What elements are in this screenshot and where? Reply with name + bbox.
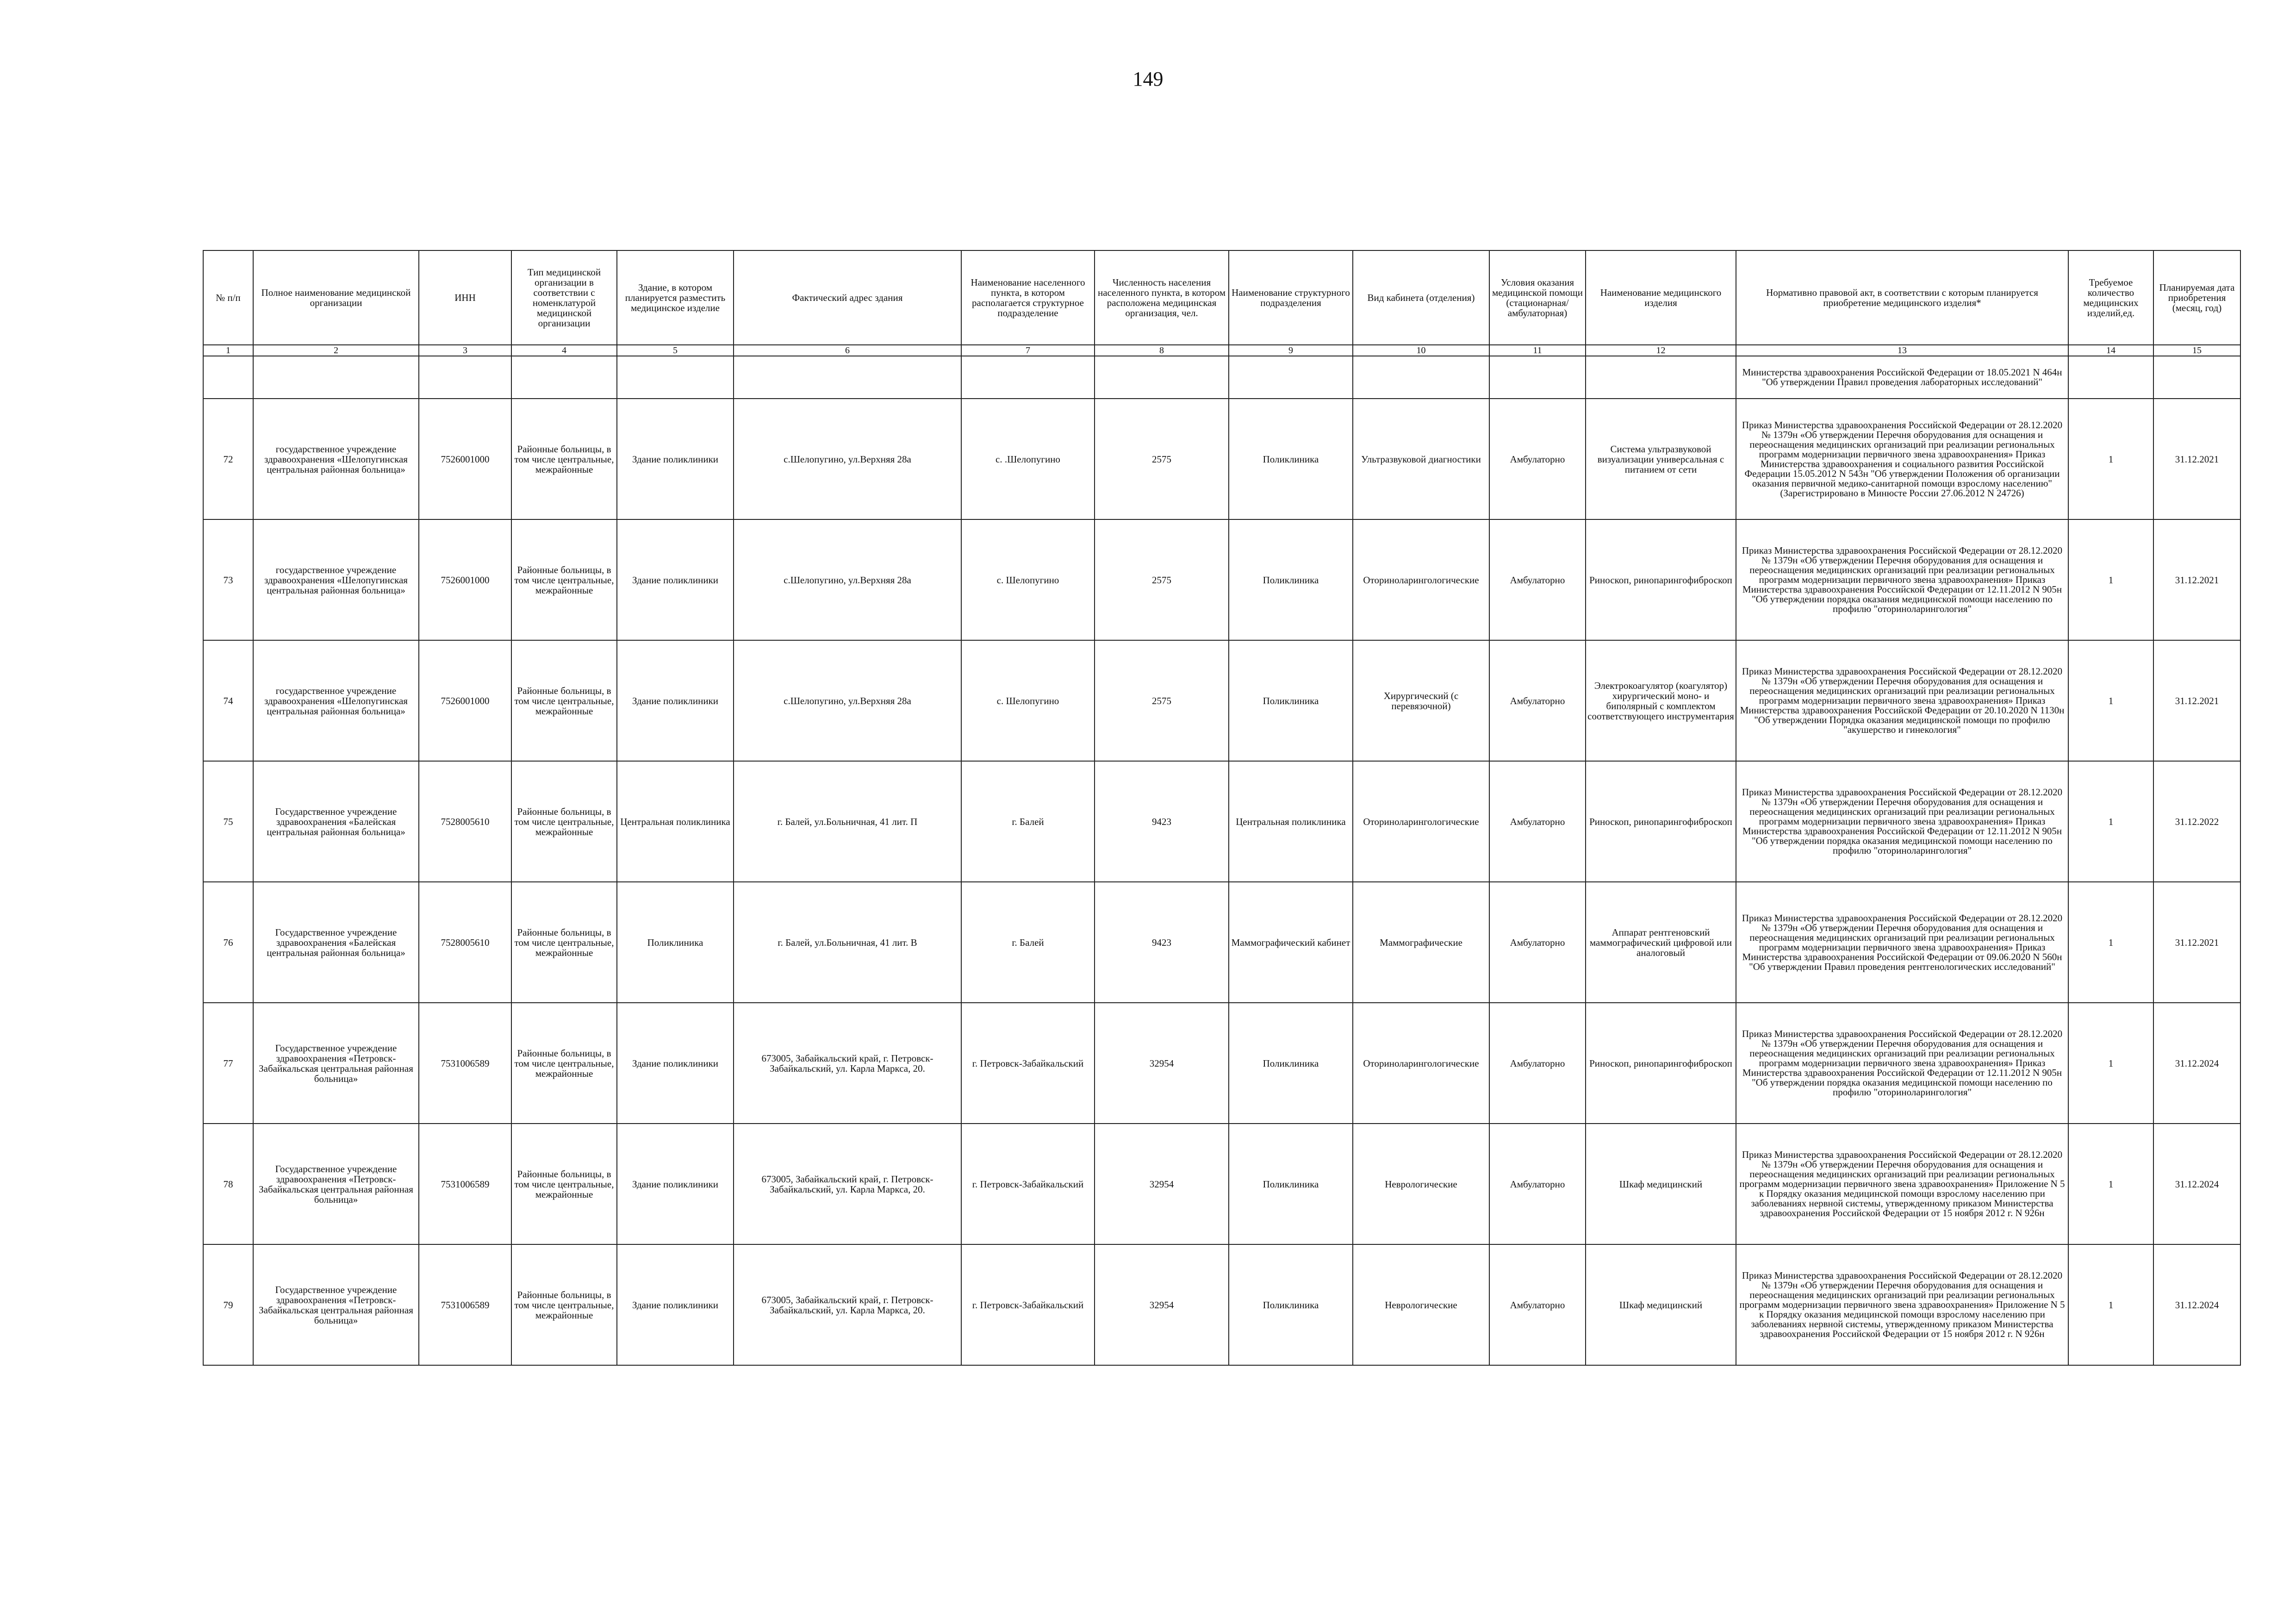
cell-num: 79 (203, 1244, 253, 1365)
cell-address: с.Шелопугино, ул.Верхняя 28а (734, 399, 961, 519)
column-number: 7 (961, 345, 1095, 356)
cell-cabinet: Хирургический (с перевязочной) (1353, 640, 1489, 761)
cell-cabinet: Оториноларингологические (1353, 761, 1489, 882)
cell-conditions: Амбулаторно (1489, 519, 1586, 640)
empty-cell (2068, 356, 2153, 399)
header-address: Фактический адрес здания (734, 250, 961, 345)
header-unit: Наименование структурного подразделения (1229, 250, 1353, 345)
cell-type: Районные больницы, в том числе центральные, межрайонные (511, 761, 617, 882)
cell-date: 31.12.2021 (2153, 399, 2240, 519)
cell-num: 73 (203, 519, 253, 640)
cell-qty: 1 (2068, 399, 2153, 519)
cell-cabinet: Оториноларингологические (1353, 519, 1489, 640)
cell-population: 9423 (1095, 882, 1229, 1003)
cell-type: Районные больницы, в том числе центральные, межрайонные (511, 882, 617, 1003)
header-row (203, 250, 2240, 345)
continuation-row (203, 356, 2240, 399)
header-type: Тип медицинской организации в соответствии с номенклатурой медицинской организации (511, 250, 617, 345)
cell-type: Районные больницы, в том числе центральные, межрайонные (511, 1124, 617, 1244)
cell-qty: 1 (2068, 882, 2153, 1003)
cell-type: Районные больницы, в том числе центральные, межрайонные (511, 1244, 617, 1365)
cell-address: г. Балей, ул.Больничная, 41 лит. В (734, 882, 961, 1003)
column-number: 10 (1353, 345, 1489, 356)
column-number: 2 (253, 345, 419, 356)
cell-act: Приказ Министерства здравоохранения Российской Федерации от 28.12.2020 № 1379н «Об утверждении Перечня оборудования для оснащения и переоснащения медицинских организаций при реализации региональных программ модернизации первичного звена здравоохранения» Приказ Министерства здравоохранения Российской Федерации от 12.11.2012 N 905н "Об утверждении порядка оказания медицинской помощи населению по профилю "оториноларингология" (1736, 519, 2068, 640)
table-row (203, 761, 2240, 882)
header-date: Планируемая дата приобретения (месяц, год) (2153, 250, 2240, 345)
cell-conditions: Амбулаторно (1489, 399, 1586, 519)
empty-cell (1095, 356, 1229, 399)
cell-inn: 7531006589 (419, 1244, 511, 1365)
cell-unit: Поликлиника (1229, 1003, 1353, 1124)
column-number: 9 (1229, 345, 1353, 356)
cell-locality: г. Петровск-Забайкальский (961, 1003, 1095, 1124)
column-number: 14 (2068, 345, 2153, 356)
cell-act: Приказ Министерства здравоохранения Российской Федерации от 28.12.2020 № 1379н «Об утверждении Перечня оборудования для оснащения и переоснащения медицинских организаций при реализации региональных программ модернизации первичного звена здравоохранения» Приложение N 5 к Порядку оказания медицинской помощи взрослому населению при заболеваниях нервной системы, утвержденному приказом Министерства здравоохранения Российской Федерации от 15 ноября 2012 г. N 926н (1736, 1124, 2068, 1244)
cell-type: Районные больницы, в том числе центральные, межрайонные (511, 640, 617, 761)
cell-conditions: Амбулаторно (1489, 761, 1586, 882)
cell-unit: Поликлиника (1229, 1124, 1353, 1244)
cell-qty: 1 (2068, 640, 2153, 761)
empty-cell (203, 356, 253, 399)
empty-cell (1586, 356, 1736, 399)
cell-qty: 1 (2068, 761, 2153, 882)
cell-population: 2575 (1095, 399, 1229, 519)
column-number: 8 (1095, 345, 1229, 356)
cell-org: Государственное учреждение здравоохранения «Балейская центральная районная больница» (253, 761, 419, 882)
cell-org: Государственное учреждение здравоохранения «Петровск-Забайкальская центральная районная больница» (253, 1244, 419, 1365)
cell-conditions: Амбулаторно (1489, 1003, 1586, 1124)
cell-building: Здание поликлиники (617, 399, 734, 519)
empty-cell (1229, 356, 1353, 399)
header-locality: Наименование населенного пункта, в котором располагается структурное подразделение (961, 250, 1095, 345)
cell-locality: с. Шелопугино (961, 640, 1095, 761)
header-num: № п/п (203, 250, 253, 345)
cell-num: 74 (203, 640, 253, 761)
cell-org: Государственное учреждение здравоохранения «Петровск-Забайкальская центральная районная больница» (253, 1124, 419, 1244)
empty-cell (961, 356, 1095, 399)
cell-date: 31.12.2024 (2153, 1003, 2240, 1124)
cell-act: Приказ Министерства здравоохранения Российской Федерации от 28.12.2020 № 1379н «Об утверждении Перечня оборудования для оснащения и переоснащения медицинских организаций при реализации региональных программ модернизации первичного звена здравоохранения» Приложение N 5 к Порядку оказания медицинской помощи взрослому населению при заболеваниях нервной системы, утвержденному приказом Министерства здравоохранения Российской Федерации от 15 ноября 2012 г. N 926н (1736, 1244, 2068, 1365)
cell-address: 673005, Забайкальский край, г. Петровск-Забайкальский, ул. Карла Маркса, 20. (734, 1244, 961, 1365)
cell-address: г. Балей, ул.Больничная, 41 лит. П (734, 761, 961, 882)
cell-org: государственное учреждение здравоохранения «Шелопугинская центральная районная больница» (253, 640, 419, 761)
cell-building: Здание поликлиники (617, 1124, 734, 1244)
column-number: 11 (1489, 345, 1586, 356)
cell-device: Шкаф медицинский (1586, 1244, 1736, 1365)
cell-inn: 7531006589 (419, 1124, 511, 1244)
cell-population: 32954 (1095, 1003, 1229, 1124)
cell-address: с.Шелопугино, ул.Верхняя 28а (734, 640, 961, 761)
cell-num: 72 (203, 399, 253, 519)
cell-device: Электрокоагулятор (коагулятор) хирургический моно- и биполярный с комплектом соответствующего инструментария (1586, 640, 1736, 761)
header-cabinet: Вид кабинета (отделения) (1353, 250, 1489, 345)
cell-conditions: Амбулаторно (1489, 1124, 1586, 1244)
cell-type: Районные больницы, в том числе центральные, межрайонные (511, 1003, 617, 1124)
cell-address: 673005, Забайкальский край, г. Петровск-Забайкальский, ул. Карла Маркса, 20. (734, 1003, 961, 1124)
header-population: Численность населения населенного пункта, в котором расположена медицинская организация, чел. (1095, 250, 1229, 345)
cell-inn: 7531006589 (419, 1003, 511, 1124)
column-number: 1 (203, 345, 253, 356)
cell-building: Здание поликлиники (617, 519, 734, 640)
cell-building: Поликлиника (617, 882, 734, 1003)
header-conditions: Условия оказания медицинской помощи (стационарная/ амбулаторная) (1489, 250, 1586, 345)
cell-cabinet: Ультразвуковой диагностики (1353, 399, 1489, 519)
empty-cell (2153, 356, 2240, 399)
cell-qty: 1 (2068, 1244, 2153, 1365)
cell-date: 31.12.2021 (2153, 882, 2240, 1003)
table-row (203, 1124, 2240, 1244)
cell-num: 77 (203, 1003, 253, 1124)
cell-act: Приказ Министерства здравоохранения Российской Федерации от 28.12.2020 № 1379н «Об утверждении Перечня оборудования для оснащения и переоснащения медицинских организаций при реализации региональных программ модернизации первичного звена здравоохранения» Приказ Министерства здравоохранения Российской Федерации от 12.11.2012 N 905н "Об утверждении порядка оказания медицинской помощи населению по профилю "оториноларингология" (1736, 1003, 2068, 1124)
cell-building: Здание поликлиники (617, 640, 734, 761)
cell-locality: с. .Шелопугино (961, 399, 1095, 519)
cell-date: 31.12.2022 (2153, 761, 2240, 882)
cell-device: Риноскоп, ринопарингофиброскоп (1586, 1003, 1736, 1124)
cell-conditions: Амбулаторно (1489, 1244, 1586, 1365)
cell-population: 2575 (1095, 640, 1229, 761)
cell-locality: г. Балей (961, 761, 1095, 882)
header-inn: ИНН (419, 250, 511, 345)
equipment-table (203, 250, 2241, 1366)
cell-building: Центральная поликлиника (617, 761, 734, 882)
cell-device: Риноскоп, ринопарингофиброскоп (1586, 761, 1736, 882)
cell-date: 31.12.2021 (2153, 519, 2240, 640)
cell-num: 76 (203, 882, 253, 1003)
table-row (203, 399, 2240, 519)
cell-act: Приказ Министерства здравоохранения Российской Федерации от 28.12.2020 № 1379н «Об утверждении Перечня оборудования для оснащения и переоснащения медицинских организаций при реализации региональных программ модернизации первичного звена здравоохранения» Приказ Министерства здравоохранения и социального развития Российской Федерации 15.05.2012 N 543н "Об утверждении Положения об организации оказания первичной медико-санитарной помощи взрослому населению" (Зарегистрировано в Минюсте России 27.06.2012 N 24726) (1736, 399, 2068, 519)
cell-inn: 7526001000 (419, 399, 511, 519)
cell-unit: Поликлиника (1229, 1244, 1353, 1365)
cell-unit: Поликлиника (1229, 640, 1353, 761)
cell-address: 673005, Забайкальский край, г. Петровск-Забайкальский, ул. Карла Маркса, 20. (734, 1124, 961, 1244)
empty-cell (253, 356, 419, 399)
empty-cell (734, 356, 961, 399)
empty-cell (617, 356, 734, 399)
cell-act: Приказ Министерства здравоохранения Российской Федерации от 28.12.2020 № 1379н «Об утверждении Перечня оборудования для оснащения и переоснащения медицинских организаций при реализации региональных программ модернизации первичного звена здравоохранения» Приказ Министерства здравоохранения Российской Федерации от 09.06.2020 N 560н "Об утверждении Правил проведения рентгенологических исследований" (1736, 882, 2068, 1003)
cell-cabinet: Неврологические (1353, 1124, 1489, 1244)
table-row (203, 640, 2240, 761)
cell-conditions: Амбулаторно (1489, 882, 1586, 1003)
empty-cell (1353, 356, 1489, 399)
cell-act: Приказ Министерства здравоохранения Российской Федерации от 28.12.2020 № 1379н «Об утверждении Перечня оборудования для оснащения и переоснащения медицинских организаций при реализации региональных программ модернизации первичного звена здравоохранения» Приказ Министерства здравоохранения Российской Федерации от 12.11.2012 N 905н "Об утверждении порядка оказания медицинской помощи населению по профилю "оториноларингология" (1736, 761, 2068, 882)
cell-qty: 1 (2068, 1003, 2153, 1124)
empty-cell (419, 356, 511, 399)
cell-cabinet: Неврологические (1353, 1244, 1489, 1365)
cell-inn: 7526001000 (419, 519, 511, 640)
cell-population: 32954 (1095, 1124, 1229, 1244)
header-device: Наименование медицинского изделия (1586, 250, 1736, 345)
table-row (203, 882, 2240, 1003)
cell-locality: с. Шелопугино (961, 519, 1095, 640)
table-row (203, 519, 2240, 640)
cell-locality: г. Балей (961, 882, 1095, 1003)
cell-building: Здание поликлиники (617, 1003, 734, 1124)
cell-inn: 7528005610 (419, 882, 511, 1003)
header-qty: Требуемое количество медицинских изделий,ед. (2068, 250, 2153, 345)
cell-org: государственное учреждение здравоохранения «Шелопугинская центральная районная больница» (253, 399, 419, 519)
cell-type: Районные больницы, в том числе центральные, межрайонные (511, 519, 617, 640)
cell-device: Шкаф медицинский (1586, 1124, 1736, 1244)
header-org: Полное наименование медицинской организации (253, 250, 419, 345)
table-row (203, 1244, 2240, 1365)
column-number: 15 (2153, 345, 2240, 356)
cell-population: 9423 (1095, 761, 1229, 882)
continuation-act-cell: Министерства здравоохранения Российской Федерации от 18.05.2021 N 464н "Об утверждении Правил проведения лабораторных исследований" (1736, 356, 2068, 399)
header-act: Нормативно правовой акт, в соответствии с которым планируется приобретение медицинского изделия* (1736, 250, 2068, 345)
cell-org: государственное учреждение здравоохранения «Шелопугинская центральная районная больница» (253, 519, 419, 640)
cell-num: 75 (203, 761, 253, 882)
cell-conditions: Амбулаторно (1489, 640, 1586, 761)
cell-date: 31.12.2024 (2153, 1124, 2240, 1244)
cell-device: Риноскоп, ринопарингофиброскоп (1586, 519, 1736, 640)
column-number-row (203, 345, 2240, 356)
cell-population: 32954 (1095, 1244, 1229, 1365)
cell-unit: Центральная поликлиника (1229, 761, 1353, 882)
column-number: 4 (511, 345, 617, 356)
cell-address: с.Шелопугино, ул.Верхняя 28а (734, 519, 961, 640)
header-building: Здание, в котором планируется разместить медицинское изделие (617, 250, 734, 345)
column-number: 3 (419, 345, 511, 356)
cell-qty: 1 (2068, 1124, 2153, 1244)
cell-inn: 7526001000 (419, 640, 511, 761)
table-body (203, 250, 2240, 1365)
cell-act: Приказ Министерства здравоохранения Российской Федерации от 28.12.2020 № 1379н «Об утверждении Перечня оборудования для оснащения и переоснащения медицинских организаций при реализации региональных программ модернизации первичного звена здравоохранения» Приказ Министерства здравоохранения Российской Федерации от 20.10.2020 N 1130н "Об утверждении Порядка оказания медицинской помощи по профилю "акушерство и гинекология" (1736, 640, 2068, 761)
cell-locality: г. Петровск-Забайкальский (961, 1124, 1095, 1244)
cell-building: Здание поликлиники (617, 1244, 734, 1365)
cell-unit: Маммографический кабинет (1229, 882, 1353, 1003)
cell-inn: 7528005610 (419, 761, 511, 882)
cell-qty: 1 (2068, 519, 2153, 640)
column-number: 5 (617, 345, 734, 356)
cell-type: Районные больницы, в том числе центральные, межрайонные (511, 399, 617, 519)
empty-cell (1489, 356, 1586, 399)
cell-unit: Поликлиника (1229, 519, 1353, 640)
column-number: 12 (1586, 345, 1736, 356)
cell-date: 31.12.2024 (2153, 1244, 2240, 1365)
cell-org: Государственное учреждение здравоохранения «Балейская центральная районная больница» (253, 882, 419, 1003)
cell-locality: г. Петровск-Забайкальский (961, 1244, 1095, 1365)
cell-unit: Поликлиника (1229, 399, 1353, 519)
table-row (203, 1003, 2240, 1124)
cell-cabinet: Оториноларингологические (1353, 1003, 1489, 1124)
page-number: 149 (1132, 68, 1164, 90)
cell-date: 31.12.2021 (2153, 640, 2240, 761)
column-number: 13 (1736, 345, 2068, 356)
cell-org: Государственное учреждение здравоохранения «Петровск-Забайкальская центральная районная больница» (253, 1003, 419, 1124)
cell-population: 2575 (1095, 519, 1229, 640)
column-number: 6 (734, 345, 961, 356)
empty-cell (511, 356, 617, 399)
cell-num: 78 (203, 1124, 253, 1244)
cell-device: Аппарат рентгеновский маммографический цифровой или аналоговый (1586, 882, 1736, 1003)
cell-cabinet: Маммографические (1353, 882, 1489, 1003)
cell-device: Система ультразвуковой визуализации универсальная с питанием от сети (1586, 399, 1736, 519)
